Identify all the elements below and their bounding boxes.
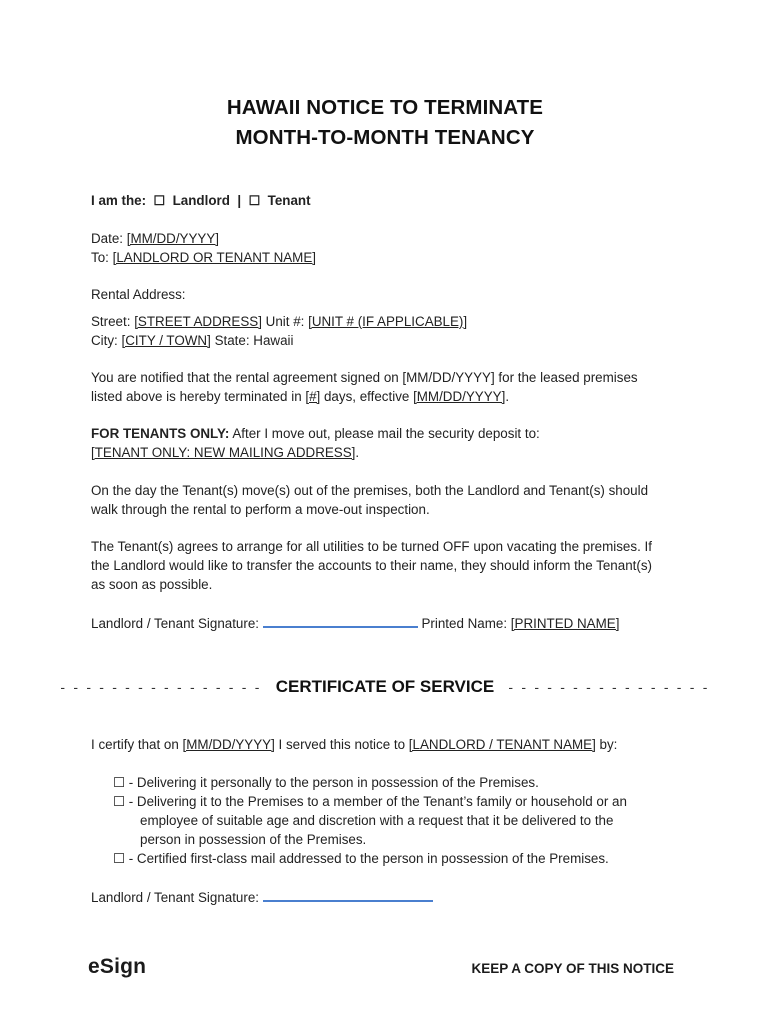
service-method-personal[interactable]: ☐ - Delivering it personally to the person in possession of the Premises. (113, 775, 539, 790)
utilities-line-3: as soon as possible. (91, 577, 213, 592)
to-line (91, 250, 316, 265)
unit-label: Unit #: (265, 314, 305, 329)
service-method-premises-line-2: employee of suitable age and discretion with a request that it be delivered to the (140, 813, 614, 828)
served-party-field[interactable]: [LANDLORD / TENANT NAME] (408, 737, 596, 752)
street-address-field[interactable]: [STREET ADDRESS] (134, 314, 262, 329)
service-method-premises[interactable]: ☐ - Delivering it to the Premises to a member of the Tenant’s family or household or an (113, 794, 627, 809)
signature-label: Landlord / Tenant Signature: (91, 616, 260, 631)
mailing-address-end: . (355, 445, 360, 460)
tenant-checkbox[interactable]: ☐ (248, 193, 261, 208)
esign-logo: eSign (88, 955, 147, 978)
tenants-only-line (91, 426, 540, 441)
inspection-line-2: walk through the rental to perform a move-out inspection. (91, 502, 430, 517)
notice-paragraph-line-1: You are notified that the rental agreement signed on [MM/DD/YYYY] for the leased premises (91, 370, 638, 385)
city-label: City: (91, 333, 118, 348)
signature-line-2 (91, 888, 433, 905)
keep-copy-note: KEEP A COPY OF THIS NOTICE (471, 961, 674, 976)
mailing-address-line (91, 445, 359, 460)
state-label: State: (214, 333, 250, 348)
signature-field-2[interactable] (263, 888, 433, 902)
service-method-premises-line-3: person in possession of the Premises. (140, 832, 367, 847)
effective-date-field[interactable]: [MM/DD/YYYY] (413, 389, 506, 404)
date-label: Date: (91, 231, 124, 246)
recipient-name-field[interactable]: [LANDLORD OR TENANT NAME] (112, 250, 316, 265)
certify-text-a: I certify that on (91, 737, 183, 752)
city-field[interactable]: [CITY / TOWN] (121, 333, 211, 348)
street-label: Street: (91, 314, 131, 329)
tenants-only-text: After I move out, please mail the security deposit to: (229, 426, 540, 441)
landlord-checkbox[interactable]: ☐ (153, 193, 166, 208)
date-field[interactable]: [MM/DD/YYYY] (126, 231, 220, 246)
printed-name-field[interactable]: [PRINTED NAME] (510, 616, 620, 631)
service-method-mail[interactable]: ☐ - Certified first-class mail addressed to the person in possession of the Premises. (113, 851, 609, 866)
document-title-line-2: MONTH-TO-MONTH TENANCY (235, 126, 535, 149)
street-line (91, 314, 467, 329)
landlord-option-label: Landlord (172, 193, 230, 208)
unit-number-field[interactable]: [UNIT # (IF APPLICABLE)] (308, 314, 468, 329)
notice-text-c: . (505, 389, 510, 404)
certify-line (91, 737, 617, 752)
state-value: Hawaii (253, 333, 294, 348)
mailing-address-field[interactable]: [TENANT ONLY: NEW MAILING ADDRESS] (91, 445, 356, 460)
notice-days-field[interactable]: [#] (305, 389, 321, 404)
certify-text-b: I served this notice to (274, 737, 409, 752)
service-date-field[interactable]: [MM/DD/YYYY] (182, 737, 275, 752)
role-separator: | (237, 193, 242, 208)
role-selector (91, 193, 311, 209)
left-dash-rule: - - - - - - - - - - - - - - - - (60, 679, 262, 695)
printed-name-label: Printed Name: (417, 616, 508, 631)
document-title-line-1: HAWAII NOTICE TO TERMINATE (226, 96, 544, 119)
notice-paragraph-line-2 (91, 389, 509, 404)
utilities-line-2: the Landlord would like to transfer the accounts to their name, they should inform the Tenant(s) (91, 558, 652, 573)
city-line (91, 333, 293, 348)
signature-line-1 (91, 614, 619, 631)
notice-text-b: days, effective (320, 389, 414, 404)
right-dash-rule: - - - - - - - - - - - - - - - - (508, 679, 710, 695)
signature-field[interactable] (263, 614, 418, 628)
tenants-only-label: FOR TENANTS ONLY: (91, 426, 230, 441)
certificate-title: CERTIFICATE OF SERVICE (275, 677, 495, 696)
inspection-line-1: On the day the Tenant(s) move(s) out of the premises, both the Landlord and Tenant(s) should (91, 483, 649, 498)
rental-address-label: Rental Address: (91, 287, 186, 302)
date-line (91, 231, 219, 246)
to-label: To: (91, 250, 109, 265)
certify-text-c: by: (595, 737, 618, 752)
tenant-option-label: Tenant (267, 193, 311, 208)
role-label: I am the: (91, 193, 147, 208)
utilities-line-1: The Tenant(s) agrees to arrange for all utilities to be turned OFF upon vacating the premises. If (91, 539, 652, 554)
notice-text-a: listed above is hereby terminated in (91, 389, 306, 404)
signature-label-2: Landlord / Tenant Signature: (91, 890, 260, 905)
certificate-heading (0, 677, 770, 697)
